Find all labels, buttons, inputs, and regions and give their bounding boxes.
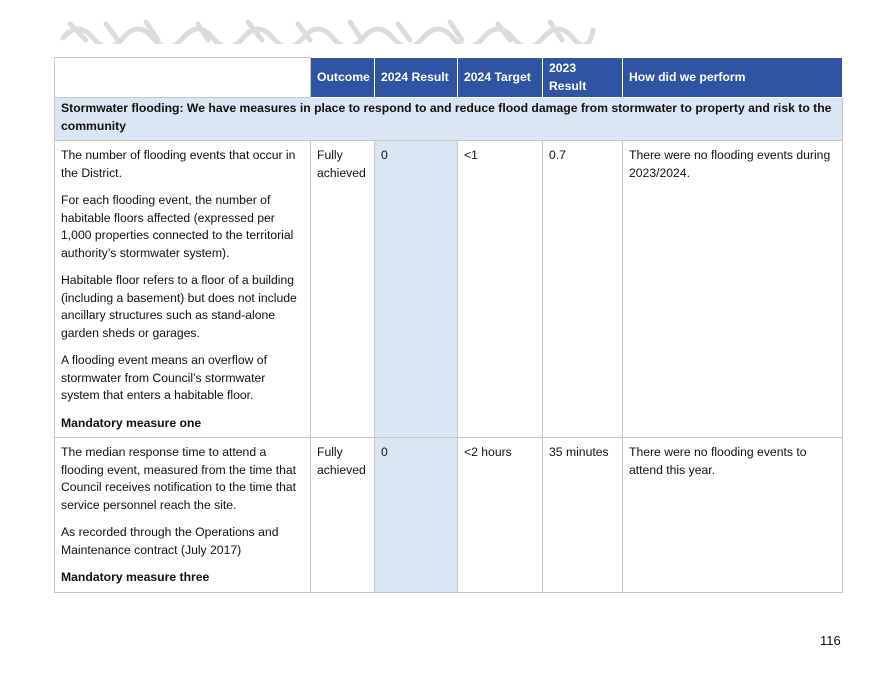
header-blank [55, 58, 311, 98]
measure-text: A flooding event means an overflow of stormwater from Council’s stormwater system that enters a habitable floor. [61, 353, 267, 402]
measure-cell [55, 141, 311, 438]
table-row [55, 438, 843, 593]
performance-cell: There were no flooding events to attend this year. [623, 438, 843, 593]
measure-text: The number of flooding events that occur in the District. [61, 148, 296, 180]
measure-text: For each flooding event, the number of habitable floors affected (expressed per 1,000 properties connected to the territorial authority’s stormwater system). [61, 193, 294, 260]
section-row [55, 98, 843, 141]
table-row [55, 141, 843, 438]
header-2024-target: 2024 Target [458, 58, 543, 98]
performance-cell: There were no flooding events during 2023/2024. [623, 141, 843, 438]
performance-table [54, 57, 843, 593]
decorative-banner [58, 18, 598, 44]
measure-text: Habitable floor refers to a floor of a building (including a basement) but does not include ancillary structures such as stand-alone garden sheds or garages. [61, 273, 297, 340]
target-2024-cell: <1 [458, 141, 543, 438]
section-title: Stormwater flooding: We have measures in place to respond to and reduce flood damage from stormwater to property and risk to the community [55, 98, 843, 141]
result-2023-cell: 0.7 [543, 141, 623, 438]
page-number: 116 [820, 633, 841, 648]
outcome-cell: Fully achieved [311, 438, 375, 593]
header-outcome: Outcome [311, 58, 375, 98]
header-how-did-we-perform: How did we perform [623, 58, 843, 98]
header-2024-result: 2024 Result [375, 58, 458, 98]
table-header-row [55, 58, 843, 98]
result-2023-cell: 35 minutes [543, 438, 623, 593]
outcome-cell: Fully achieved [311, 141, 375, 438]
result-2024-cell: 0 [375, 141, 458, 438]
target-2024-cell: <2 hours [458, 438, 543, 593]
result-2024-cell: 0 [375, 438, 458, 593]
measure-text: As recorded through the Operations and Maintenance contract (July 2017) [61, 525, 279, 557]
measure-cell [55, 438, 311, 593]
mandatory-label: Mandatory measure one [61, 415, 202, 430]
measure-text: The median response time to attend a flooding event, measured from the time that Council receives notification to the time that service personnel reach the site. [61, 445, 297, 512]
header-2023-result: 2023 Result [543, 58, 623, 98]
mandatory-label: Mandatory measure three [61, 570, 210, 584]
